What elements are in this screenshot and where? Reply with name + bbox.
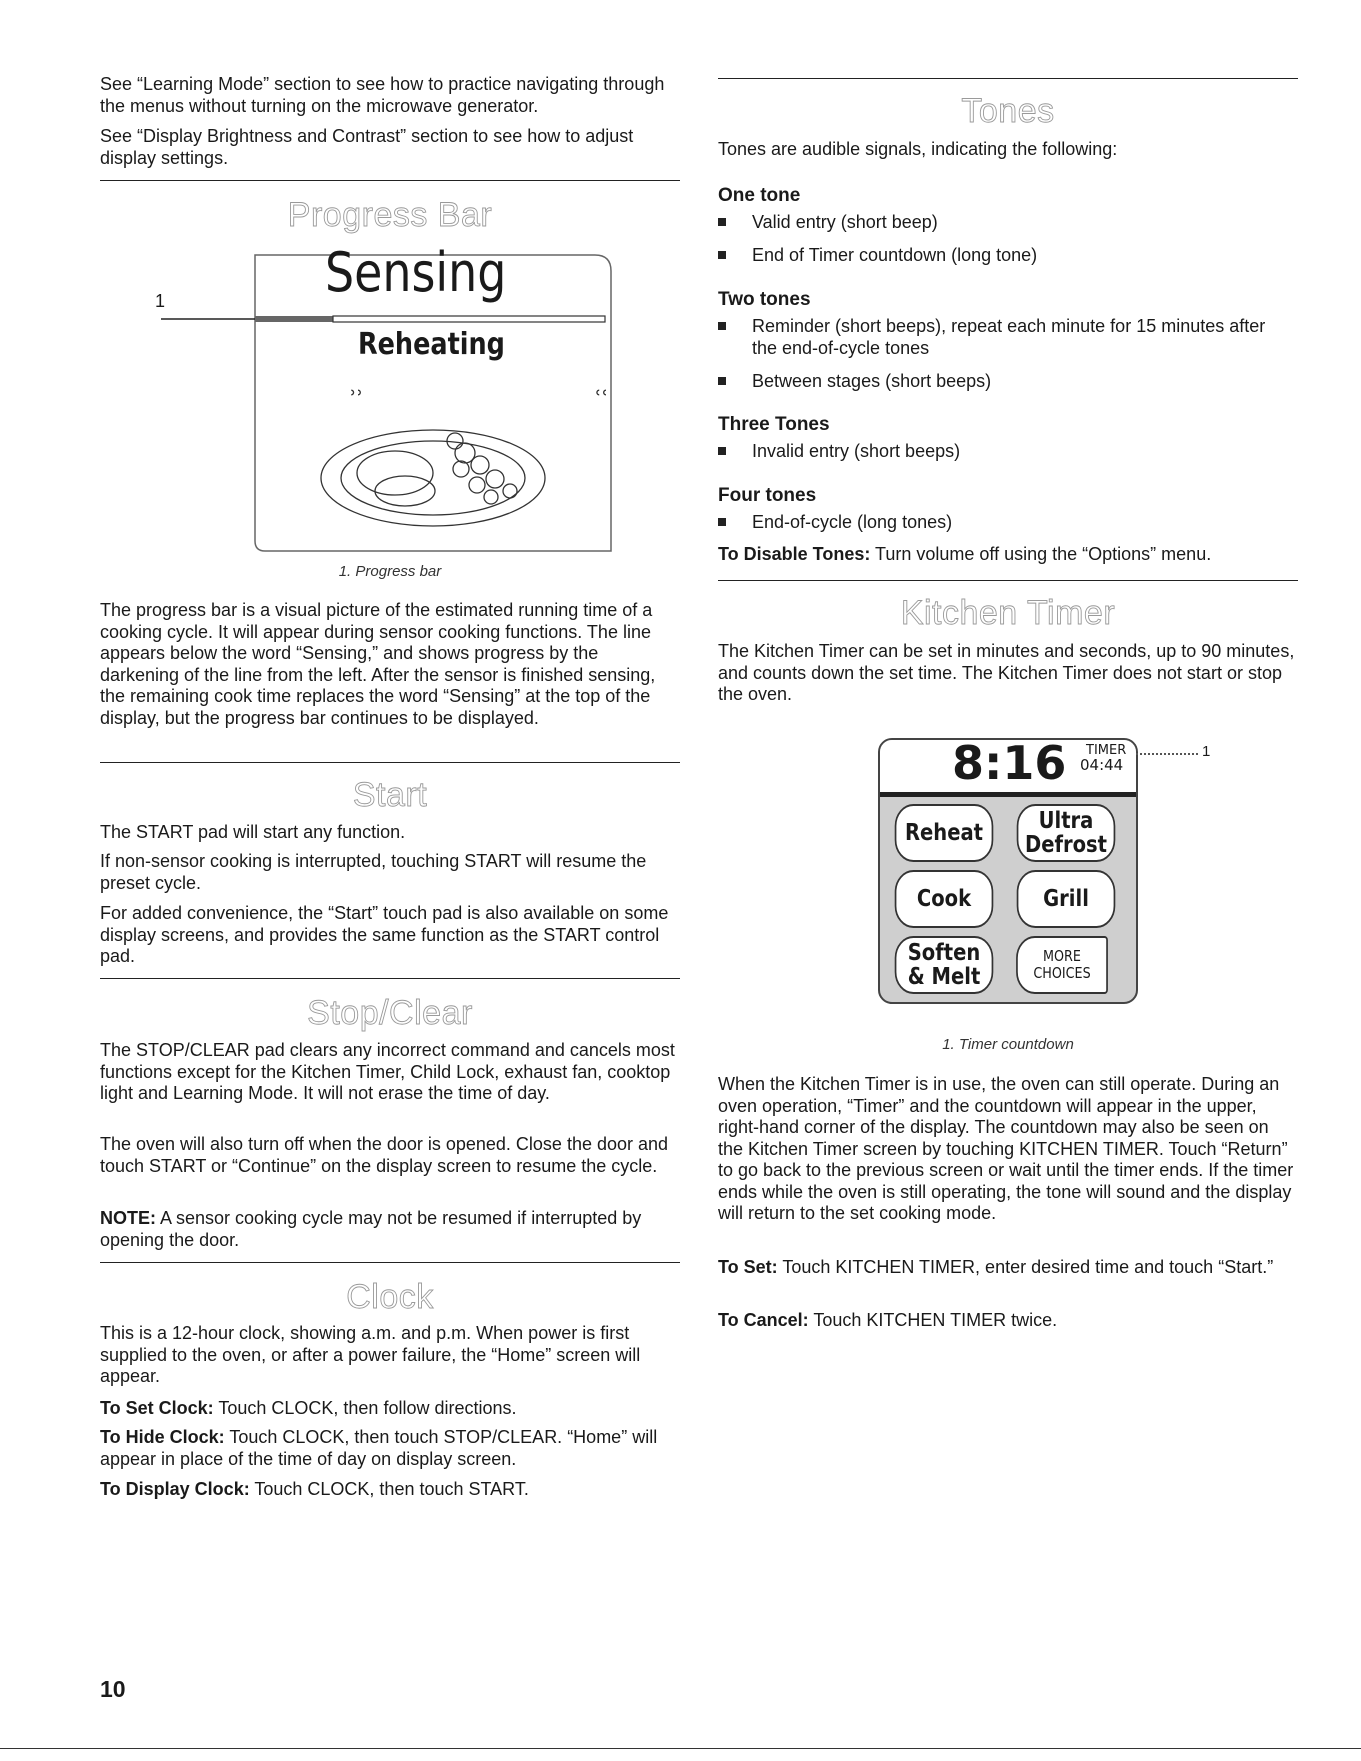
divider — [718, 78, 1298, 79]
four-tones-title: Four tones — [718, 485, 817, 506]
heading-progress-bar: Progress Bar — [287, 196, 493, 234]
heading-stop-clear: Stop/Clear — [307, 994, 473, 1032]
callout-leader — [1136, 753, 1198, 755]
stop-clear-note — [100, 1208, 680, 1251]
three-tones-title: Three Tones — [718, 414, 830, 435]
figure-caption: 1. Timer countdown — [942, 1036, 1074, 1053]
note-label: NOTE: — [100, 1208, 156, 1228]
cancel-timer-label: To Cancel: — [718, 1310, 809, 1330]
callout-number: 1 — [1202, 743, 1211, 760]
page-bottom-rule — [0, 1748, 1361, 1749]
cancel-timer-instruction — [718, 1310, 1298, 1332]
display-clock-label: To Display Clock: — [100, 1479, 250, 1499]
stop-clear-paragraph: The oven will also turn off when the door is opened. Close the door and touch START or “Continue” on the display screen to resume the cycle. — [100, 1134, 669, 1176]
cancel-timer-text: Touch KITCHEN TIMER twice. — [808, 1310, 1058, 1330]
callout-number: 1 — [155, 291, 166, 311]
disable-tones-label: To Disable Tones: — [718, 544, 871, 564]
intro-learning-mode: See “Learning Mode” section to see how to practice navigating through the menus without turning on the microwave generator. — [100, 74, 665, 116]
grill-button[interactable]: Grill — [1017, 870, 1116, 928]
clock-description: This is a 12-hour clock, showing a.m. and p.m. When power is first supplied to the oven, or after a power failure, the “Home” screen will appear. — [100, 1323, 641, 1386]
stop-clear-paragraph: The STOP/CLEAR pad clears any incorrect command and cancels most functions except for the Kitchen Timer, Child Lock, exhaust fan, cooktop light and Learning Mode. It will not erase the time of day. — [100, 1040, 675, 1103]
more-choices-button[interactable]: MORE CHOICES — [1016, 936, 1108, 994]
ultra-defrost-button[interactable]: Ultra Defrost — [1017, 804, 1116, 862]
start-paragraph: The START pad will start any function. — [100, 822, 406, 842]
svg-text:˒˒: ˒˒ — [350, 382, 364, 407]
divider — [100, 762, 680, 763]
plate-with-food-icon — [321, 430, 545, 526]
divider — [100, 180, 680, 181]
note-text: A sensor cooking cycle may not be resumed if interrupted by opening the door. — [100, 1208, 642, 1250]
cook-button[interactable]: Cook — [895, 870, 994, 928]
tones-intro: Tones are audible signals, indicating the following: — [718, 139, 1118, 159]
timer-countdown: 04:44 — [1080, 756, 1124, 774]
heading-kitchen-timer: Kitchen Timer — [900, 594, 1116, 632]
set-timer-label: To Set: — [718, 1257, 778, 1277]
heading-clock: Clock — [346, 1278, 434, 1316]
timer-display-figure — [878, 738, 1218, 1008]
progress-bar-figure — [155, 241, 645, 555]
one-tone-title: One tone — [718, 185, 801, 206]
set-timer-text: Touch KITCHEN TIMER, enter desired time and touch “Start.” — [777, 1257, 1274, 1277]
progress-bar-description: The progress bar is a visual picture of the estimated running time of a cooking cycle. It will appear during sensor cooking functions. The line appears below the word “Sensing,” and shows progress by the darkening of the line from the left. After the sensor is finished sensing, the remaining cook time replaces the word “Sensing” at the top of the display, but the progress bar continues to be displayed. — [100, 600, 656, 728]
soften-melt-button[interactable]: Soften & Melt — [895, 936, 994, 994]
hide-clock-text: Touch CLOCK, then touch STOP/CLEAR. “Home” will appear in place of the time of day on display screen. — [100, 1427, 658, 1469]
disable-tones-instruction — [718, 544, 1298, 566]
start-paragraph: If non-sensor cooking is interrupted, touching START will resume the preset cycle. — [100, 851, 647, 893]
start-paragraph: For added convenience, the “Start” touch pad is also available on some display screens, and provides the same function as the START control pad. — [100, 903, 669, 966]
divider — [100, 1262, 680, 1263]
page-number: 10 — [100, 1676, 126, 1702]
heading-tones: Tones — [961, 92, 1055, 130]
divider — [100, 978, 680, 979]
svg-text:˓˓: ˓˓ — [595, 382, 609, 407]
heading-start: Start — [352, 776, 428, 814]
sensing-label: Sensing — [325, 241, 507, 304]
set-timer-instruction — [718, 1257, 1298, 1279]
intro-display-brightness: See “Display Brightness and Contrast” section to see how to adjust display settings. — [100, 126, 634, 168]
hide-clock-label: To Hide Clock: — [100, 1427, 225, 1447]
set-clock-label: To Set Clock: — [100, 1398, 214, 1418]
divider — [718, 580, 1298, 581]
reheat-button[interactable]: Reheat — [895, 804, 994, 862]
hide-clock-instruction — [100, 1427, 680, 1470]
set-clock-text: Touch CLOCK, then follow directions. — [213, 1398, 517, 1418]
two-tones-title: Two tones — [718, 289, 811, 310]
display-clock-instruction — [100, 1479, 680, 1501]
kitchen-timer-description: The Kitchen Timer can be set in minutes and seconds, up to 90 minutes, and counts down the set time. The Kitchen Timer does not start or stop the oven. — [718, 641, 1295, 704]
kitchen-timer-usage: When the Kitchen Timer is in use, the oven can still operate. During an oven operation, “Timer” and the countdown will appear in the upper, right-hand corner of the display. The countdown may also be seen on the Kitchen Timer screen by touching KITCHEN TIMER. Touch “Return” to go back to the previous screen or wait until the timer ends. If the timer ends while the oven is still operating, the tone will sound and the display will return to the set cooking mode. — [718, 1074, 1294, 1223]
figure-caption: 1. Progress bar — [338, 563, 442, 580]
set-clock-instruction — [100, 1398, 680, 1420]
clock-readout: 8:16 — [952, 736, 1067, 790]
display-clock-text: Touch CLOCK, then touch START. — [249, 1479, 529, 1499]
disable-tones-text: Turn volume off using the “Options” menu. — [870, 544, 1212, 564]
timer-label: TIMER — [1086, 743, 1127, 758]
reheating-label: Reheating — [358, 327, 505, 362]
